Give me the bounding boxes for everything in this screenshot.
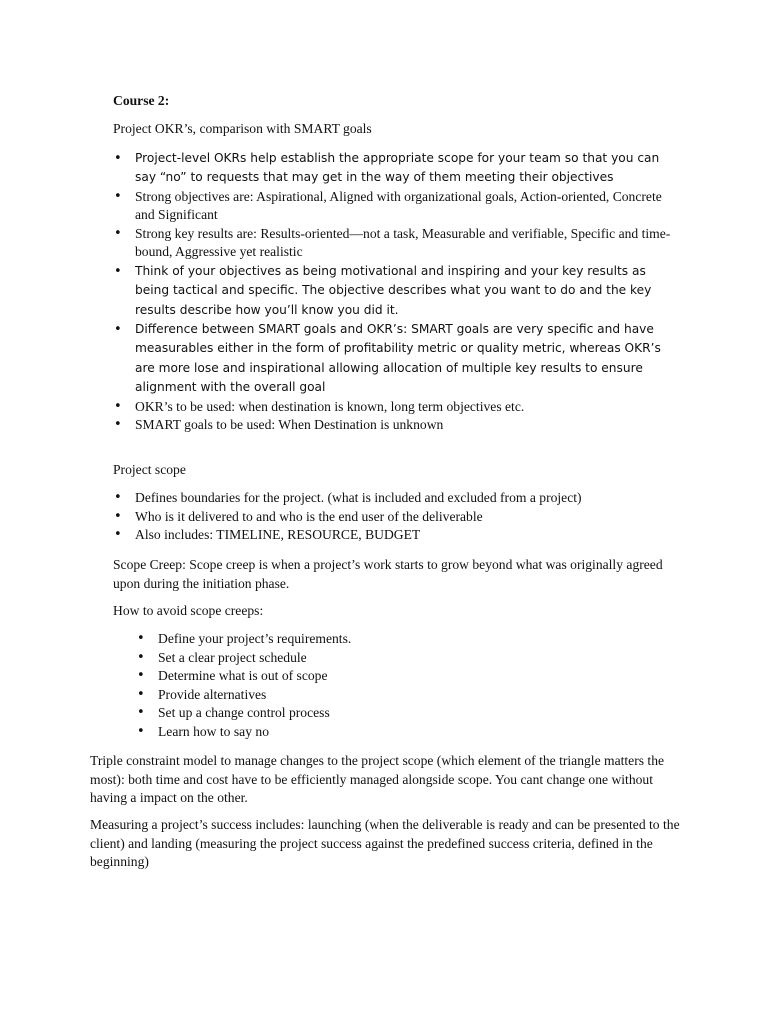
triple-constraint-paragraph: Triple constraint model to manage changes to the project scope (which element of the triangle matters the most): both time and cost have to be efficiently managed alongside scope. You cant change one without having a impact on the other. (90, 753, 665, 805)
okr-bullet-list (113, 149, 683, 435)
list-item: • OKR’s to be used: when destination is known, long term objectives etc. (113, 398, 683, 417)
list-item: • Strong objectives are: Aspirational, Aligned with organizational goals, Action-oriented, Concrete and Significant (113, 188, 683, 225)
avoid-scope-creep-list (136, 630, 636, 741)
list-item: • Difference between SMART goals and OKR’s: SMART goals are very specific and have measurables either in the form of profitability metric or quality metric, whereas OKR’s are more lose and inspirational allowing allocation of multiple key results to ensure alignment with the overall goal (113, 320, 683, 398)
list-item: • Think of your objectives as being motivational and inspiring and your key results as being tactical and specific. The objective describes what you want to do and the key results describe how you’ll know you did it. (113, 262, 683, 320)
okr-section-title: Project OKR’s, comparison with SMART goals (113, 121, 372, 136)
list-item: • Set up a change control process (136, 704, 636, 723)
list-item: • Who is it delivered to and who is the end user of the deliverable (113, 508, 683, 527)
list-item: • Determine what is out of scope (136, 667, 636, 686)
scope-section-title: Project scope (113, 462, 186, 477)
list-item: • Also includes: TIMELINE, RESOURCE, BUDGET (113, 526, 683, 545)
list-item: • Define your project’s requirements. (136, 630, 636, 649)
scope-creep-paragraph: Scope Creep: Scope creep is when a project’s work starts to grow beyond what was originally agreed upon during the initiation phase. (113, 557, 663, 591)
avoid-scope-creep-title: How to avoid scope creeps: (113, 603, 264, 618)
list-item: • Set a clear project schedule (136, 649, 636, 668)
list-item: • Learn how to say no (136, 723, 636, 742)
list-item: • Strong key results are: Results-oriented—not a task, Measurable and verifiable, Specific and time-bound, Aggressive yet realistic (113, 225, 683, 262)
list-item: • SMART goals to be used: When Destination is unknown (113, 416, 683, 435)
list-item: • Provide alternatives (136, 686, 636, 705)
measuring-success-paragraph: Measuring a project’s success includes: launching (when the deliverable is ready and can be presented to the client) and landing (measuring the project success against the predefined success criteria, defined in the beginning) (90, 817, 680, 869)
list-item: • Defines boundaries for the project. (what is included and excluded from a project) (113, 489, 683, 508)
list-item: • Project-level OKRs help establish the appropriate scope for your team so that you can say “no” to requests that may get in the way of them meeting their objectives (113, 149, 683, 188)
scope-bullet-list (113, 489, 683, 545)
course-heading: Course 2: (113, 93, 170, 108)
